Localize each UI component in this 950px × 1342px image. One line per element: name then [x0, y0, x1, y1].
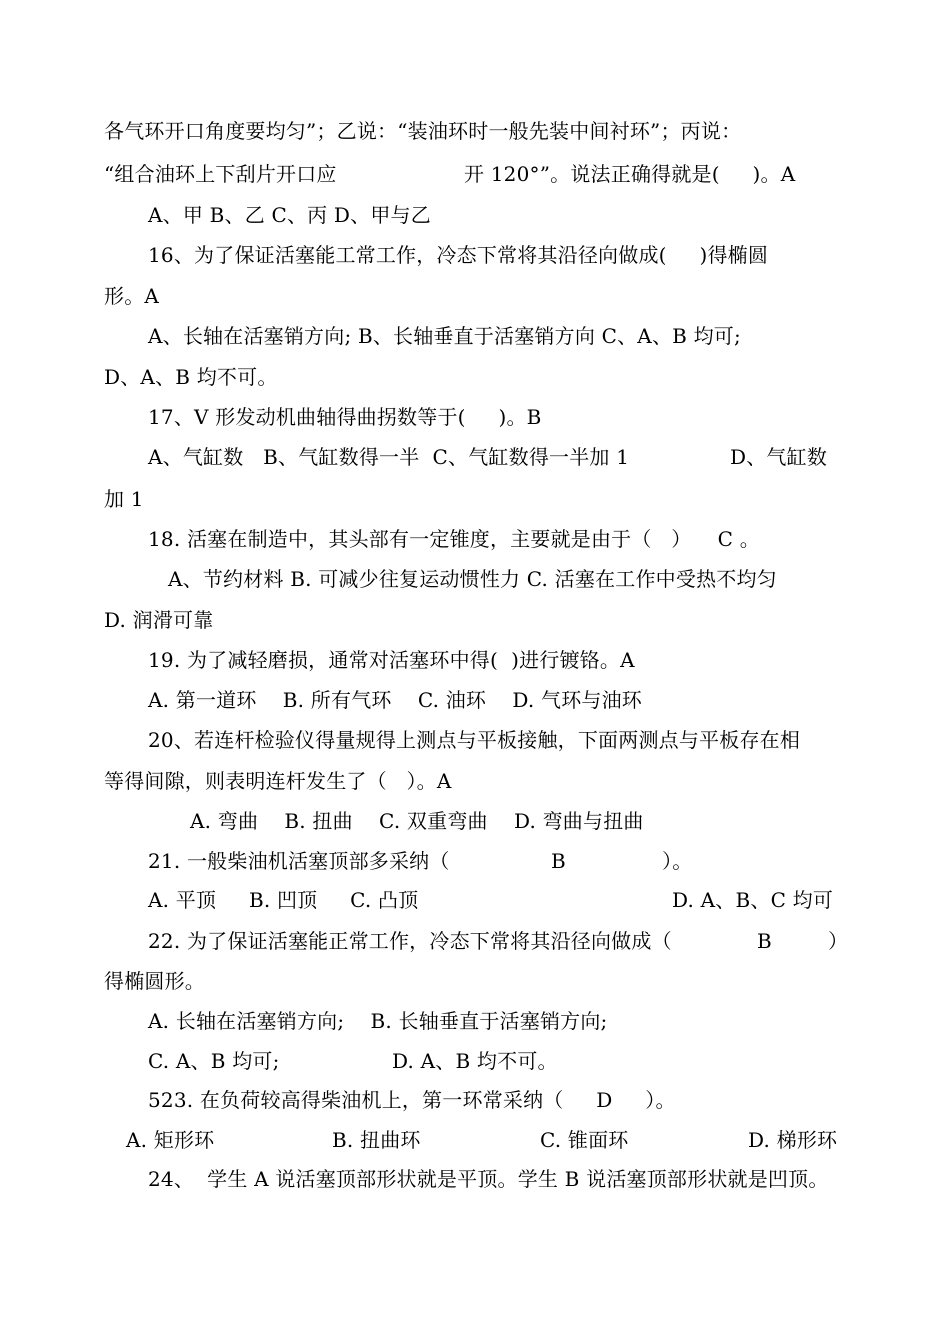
text-line: ）。 — [662, 849, 693, 873]
answer-options: C. A、B 均可; — [148, 1049, 280, 1073]
text-line: 得椭圆形。 — [104, 969, 205, 993]
answer-options: D. A、B、C 均可 — [672, 888, 834, 912]
question-17: 17、V 形发动机曲轴得曲拐数等于( )。B — [148, 405, 542, 429]
question-18: 18. 活塞在制造中，其头部有一定锥度，主要就是由于（ ） C 。 — [148, 527, 760, 551]
text-line: 各气环开口角度要均匀”；乙说：“装油环时一般先装中间衬环”；丙说： — [104, 119, 742, 143]
answer-options: A、气缸数 B、气缸数得一半 C、气缸数得一半加 1 — [148, 445, 630, 469]
answer-options: D、气缸数 — [730, 445, 828, 469]
question-20: 20、若连杆检验仪得量规得上测点与平板接触，下面两测点与平板存在相 — [148, 728, 801, 752]
answer-options: A. 第一道环 B. 所有气环 C. 油环 D. 气环与油环 — [148, 688, 643, 712]
answer-letter: B — [757, 929, 772, 953]
answer-options: A. 长轴在活塞销方向; B. 长轴垂直于活塞销方向; — [148, 1009, 608, 1033]
answer-letter: B — [551, 849, 566, 873]
text-line: 等得间隙，则表明连杆发生了（ ）。A — [104, 769, 452, 793]
question-19: 19. 为了减轻磨损，通常对活塞环中得( )进行镀铬。A — [148, 648, 635, 672]
answer-options: C. 锥面环 — [540, 1128, 629, 1152]
answer-options: D、A、B 均不可。 — [104, 365, 278, 389]
answer-options: D. 梯形环 — [748, 1128, 838, 1152]
answer-options: A. 弯曲 B. 扭曲 C. 双重弯曲 D. 弯曲与扭曲 — [190, 809, 644, 833]
answer-options: D. 润滑可靠 — [104, 608, 214, 632]
answer-options: B. 扭曲环 — [332, 1128, 421, 1152]
answer-options: 加 1 — [104, 487, 144, 511]
question-16: 16、为了保证活塞能工常工作，冷态下常将其沿径向做成( )得椭圆 — [148, 243, 769, 267]
question-22: 22. 为了保证活塞能正常工作，冷态下常将其沿径向做成（ — [148, 929, 672, 953]
text-line: “组合油环上下刮片开口应 — [104, 162, 337, 186]
answer-options: D. A、B 均不可。 — [392, 1049, 558, 1073]
text-line: 开 120°”。说法正确得就是( )。A — [464, 162, 796, 186]
answer-options: A. 矩形环 — [126, 1128, 215, 1152]
question-23: 523. 在负荷较高得柴油机上，第一环常采纳（ D ）。 — [148, 1088, 676, 1112]
question-24: 24、 学生 A 说活塞顶部形状就是平顶。学生 B 说活塞顶部形状就是凹顶。 — [148, 1167, 829, 1191]
answer-options: A、长轴在活塞销方向; B、长轴垂直于活塞销方向 C、A、B 均可; — [148, 324, 741, 348]
text-line: ） — [828, 929, 849, 953]
question-21: 21. 一般柴油机活塞顶部多采纳（ — [148, 849, 450, 873]
answer-options: A. 平顶 B. 凹顶 C. 凸顶 — [148, 888, 419, 912]
text-line: 形。A — [104, 284, 160, 308]
answer-options: A、甲 B、乙 C、丙 D、甲与乙 — [148, 203, 431, 227]
answer-options: A、节约材料 B. 可减少往复运动惯性力 C. 活塞在工作中受热不均匀 — [168, 567, 777, 591]
